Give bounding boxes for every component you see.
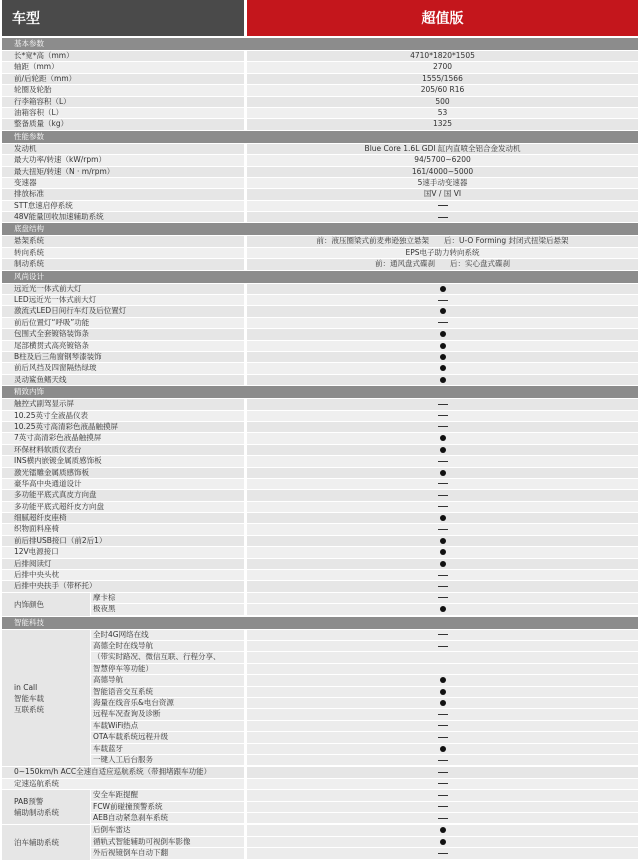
spec-label: 灵动鲨鱼鳍天线	[2, 375, 244, 385]
included-dot-icon	[440, 827, 446, 833]
spec-value	[247, 524, 638, 534]
group-label	[2, 825, 90, 859]
spec-label: LED远近光一体式前大灯	[2, 295, 244, 305]
spec-label: 细腻超纤皮座椅	[2, 513, 244, 523]
spec-value: 前：液压圈梁式前麦弗逊独立悬架 后：U-O Forming 封闭式扭梁后悬架	[247, 236, 638, 246]
spec-label: INS横内嵌镀金属质感饰板	[2, 456, 244, 466]
included-dot-icon	[440, 286, 446, 292]
not-available-dash-icon	[438, 217, 448, 218]
spec-row	[2, 62, 638, 72]
spec-value: 94/5700~6200	[247, 155, 638, 165]
group-items	[90, 790, 638, 824]
spec-label: 多功能平底式超纤皮方向盘	[2, 502, 244, 512]
spec-row	[2, 167, 638, 177]
section-header: 底盘结构	[2, 223, 638, 235]
included-dot-icon	[440, 354, 446, 360]
spec-row	[2, 236, 638, 246]
included-dot-icon	[440, 331, 446, 337]
spec-row	[2, 201, 638, 211]
group-item-row	[91, 802, 638, 813]
included-dot-icon	[440, 561, 446, 567]
spec-row	[2, 767, 638, 777]
group-item-row	[91, 593, 638, 604]
spec-row	[2, 513, 638, 523]
spec-label: 转向系统	[2, 248, 244, 258]
included-dot-icon	[440, 549, 446, 555]
spec-row	[2, 479, 638, 489]
spec-label: 变速器	[2, 178, 244, 188]
spec-label: B柱及后三角窗钢琴漆装饰	[2, 352, 244, 362]
group-items	[90, 630, 638, 767]
spec-row	[2, 284, 638, 294]
included-dot-icon	[440, 606, 446, 612]
not-available-dash-icon	[438, 737, 448, 738]
section-header: 风尚设计	[2, 271, 638, 283]
spec-row	[2, 155, 638, 165]
group-item-row	[91, 664, 638, 675]
not-available-dash-icon	[438, 783, 448, 784]
group-item-row	[91, 652, 638, 663]
group-item-row	[91, 698, 638, 709]
spec-value: EPS电子助力转向系统	[247, 248, 638, 258]
group-item-value	[247, 630, 638, 640]
spec-value	[247, 352, 638, 362]
not-available-dash-icon	[438, 415, 448, 416]
spec-row	[2, 433, 638, 443]
included-dot-icon	[440, 677, 446, 683]
spec-row	[2, 97, 638, 107]
group-label	[2, 630, 90, 767]
included-dot-icon	[440, 700, 446, 706]
spec-value	[247, 445, 638, 455]
not-available-dash-icon	[438, 300, 448, 301]
spec-value: Blue Core 1.6L GDI 缸内直喷全铝合金发动机	[247, 144, 638, 154]
spec-row	[2, 108, 638, 118]
spec-label: 最大功率/转速（kW/rpm）	[2, 155, 244, 165]
not-available-dash-icon	[438, 461, 448, 462]
group-items	[90, 825, 638, 859]
group-label-line: 辅助制动系统	[14, 808, 59, 818]
spec-value	[247, 468, 638, 478]
group-label	[2, 593, 90, 616]
group-item-label: 后倒车雷达	[91, 825, 244, 835]
not-available-dash-icon	[438, 586, 448, 587]
group-item-label: 智慧停车等功能）	[91, 664, 244, 674]
spec-value: 53	[247, 108, 638, 118]
group-label-line: 智能车载	[14, 693, 44, 703]
spec-label: 制动系统	[2, 259, 244, 269]
spec-value	[247, 570, 638, 580]
group-item-value	[247, 687, 638, 697]
spec-label: 48V能量回收加速辅助系统	[2, 212, 244, 222]
not-available-dash-icon	[438, 597, 448, 598]
group-item-row	[91, 675, 638, 686]
not-available-dash-icon	[438, 426, 448, 427]
not-available-dash-icon	[438, 483, 448, 484]
spec-label: 尾部横贯式高亮镀铬条	[2, 341, 244, 351]
spec-label: 0~150km/h ACC全速自适应巡航系统（带拥堵跟车功能）	[2, 767, 244, 777]
spec-row	[2, 547, 638, 557]
included-dot-icon	[440, 470, 446, 476]
group-item-value	[247, 755, 638, 765]
spec-label: 10.25英寸高清彩色液晶触摸屏	[2, 422, 244, 432]
not-available-dash-icon	[438, 495, 448, 496]
not-available-dash-icon	[438, 646, 448, 647]
spec-label: 最大扭矩/转速（N · m/rpm）	[2, 167, 244, 177]
spec-value	[247, 456, 638, 466]
group-item-value	[247, 721, 638, 731]
included-dot-icon	[440, 343, 446, 349]
spec-value: 161/4000~5000	[247, 167, 638, 177]
spec-value	[247, 329, 638, 339]
spec-row	[2, 51, 638, 61]
group-item-label: 极夜黑	[91, 604, 244, 614]
spec-row	[2, 559, 638, 569]
spec-label: 环保材料软质仪表台	[2, 445, 244, 455]
spec-value	[247, 422, 638, 432]
spec-row	[2, 524, 638, 534]
spec-label: 激光镭雕金属质感饰板	[2, 468, 244, 478]
group-item-label: 海量在线音乐&电台资源	[91, 698, 244, 708]
not-available-dash-icon	[438, 714, 448, 715]
not-available-dash-icon	[438, 205, 448, 206]
spec-group	[2, 825, 638, 859]
included-dot-icon	[440, 839, 446, 845]
spec-value: 2700	[247, 62, 638, 72]
spec-label: 排放标准	[2, 189, 244, 199]
included-dot-icon	[440, 377, 446, 383]
spec-value	[247, 411, 638, 421]
group-item-value	[247, 709, 638, 719]
spec-row	[2, 341, 638, 351]
group-item-value	[247, 744, 638, 754]
spec-row	[2, 212, 638, 222]
spec-row	[2, 411, 638, 421]
not-available-dash-icon	[438, 404, 448, 405]
group-item-value	[247, 652, 638, 662]
not-available-dash-icon	[438, 725, 448, 726]
header-model-label: 车型	[2, 0, 244, 36]
group-item-label: 车载WiFi热点	[91, 721, 244, 731]
spec-label: 定速巡航系统	[2, 779, 244, 789]
group-items	[90, 593, 638, 616]
not-available-dash-icon	[438, 795, 448, 796]
spec-row	[2, 536, 638, 546]
spec-value: 500	[247, 97, 638, 107]
spec-label: 前后位置灯“呼吸”功能	[2, 318, 244, 328]
group-item-label: 摩卡棕	[91, 593, 244, 603]
not-available-dash-icon	[438, 634, 448, 635]
spec-value	[247, 212, 638, 222]
spec-label: STT怠速启停系统	[2, 201, 244, 211]
spec-value	[247, 433, 638, 443]
group-item-value	[247, 698, 638, 708]
group-item-label: 循轨式智能辅助可视倒车影像	[91, 837, 244, 847]
spec-label: 7英寸高清彩色液晶触摸屏	[2, 433, 244, 443]
spec-label: 10.25英寸全液晶仪表	[2, 411, 244, 421]
spec-value	[247, 479, 638, 489]
group-item-label: OTA车载系统远程升级	[91, 732, 244, 742]
header-trim-label: 超值版	[247, 0, 638, 36]
spec-label: 多功能平底式真皮方向盘	[2, 490, 244, 500]
spec-row	[2, 363, 638, 373]
spec-row	[2, 85, 638, 95]
group-item-value	[247, 802, 638, 812]
section-header: 精致内饰	[2, 386, 638, 398]
spec-label: 后排中央扶手（带杯托）	[2, 581, 244, 591]
group-item-label: FCW前碰撞预警系统	[91, 802, 244, 812]
group-label-line: 互联系统	[14, 704, 44, 714]
group-item-label: 车载蓝牙	[91, 744, 244, 754]
included-dot-icon	[440, 435, 446, 441]
spec-table-body	[2, 38, 638, 860]
spec-row	[2, 248, 638, 258]
spec-group	[2, 593, 638, 616]
spec-value	[247, 767, 638, 777]
group-item-value	[247, 593, 638, 603]
included-dot-icon	[440, 538, 446, 544]
spec-value	[247, 547, 638, 557]
spec-value: 1555/1566	[247, 74, 638, 84]
group-label	[2, 790, 90, 824]
spec-value	[247, 513, 638, 523]
spec-value	[247, 536, 638, 546]
section-header: 性能参数	[2, 131, 638, 143]
spec-value	[247, 375, 638, 385]
spec-row	[2, 259, 638, 269]
group-item-label: AEB自动紧急刹车系统	[91, 813, 244, 823]
not-available-dash-icon	[438, 760, 448, 761]
group-item-row	[91, 755, 638, 766]
spec-label: 激流式LED日间行车灯及后位置灯	[2, 306, 244, 316]
group-item-row	[91, 790, 638, 801]
included-dot-icon	[440, 515, 446, 521]
group-item-row	[91, 721, 638, 732]
group-item-label: 一键人工后台服务	[91, 755, 244, 765]
not-available-dash-icon	[438, 322, 448, 323]
spec-label: 行李箱容积（L）	[2, 97, 244, 107]
spec-row	[2, 581, 638, 591]
not-available-dash-icon	[438, 529, 448, 530]
group-item-label: 外后视镜倒车自动下翻	[91, 848, 244, 858]
spec-label: 豪华高中央通道设计	[2, 479, 244, 489]
not-available-dash-icon	[438, 806, 448, 807]
spec-label: 触控式副驾显示屏	[2, 399, 244, 409]
spec-label: 整备质量（kg）	[2, 119, 244, 129]
group-item-label: 智能语音交互系统	[91, 687, 244, 697]
spec-value	[247, 284, 638, 294]
spec-label: 12V电源接口	[2, 547, 244, 557]
spec-label: 发动机	[2, 144, 244, 154]
group-item-label: 高德导航	[91, 675, 244, 685]
spec-row	[2, 399, 638, 409]
spec-row	[2, 295, 638, 305]
spec-value	[247, 490, 638, 500]
spec-label: 后排中央头枕	[2, 570, 244, 580]
spec-row	[2, 502, 638, 512]
spec-value: 1325	[247, 119, 638, 129]
not-available-dash-icon	[438, 772, 448, 773]
spec-value	[247, 295, 638, 305]
group-item-value	[247, 732, 638, 742]
spec-label: 前后排USB接口（前2后1）	[2, 536, 244, 546]
spec-value	[247, 201, 638, 211]
not-available-dash-icon	[438, 818, 448, 819]
group-item-value	[247, 837, 638, 847]
spec-label: 长*宽*高（mm）	[2, 51, 244, 61]
spec-row	[2, 189, 638, 199]
group-item-row	[91, 744, 638, 755]
section-header: 基本参数	[2, 38, 638, 50]
group-item-value	[247, 848, 638, 858]
group-item-row	[91, 837, 638, 848]
included-dot-icon	[440, 746, 446, 752]
spec-group	[2, 790, 638, 824]
group-item-row	[91, 687, 638, 698]
spec-value: 205/60 R16	[247, 85, 638, 95]
spec-row	[2, 178, 638, 188]
group-item-row	[91, 825, 638, 836]
spec-value	[247, 502, 638, 512]
spec-value	[247, 363, 638, 373]
included-dot-icon	[440, 689, 446, 695]
spec-row	[2, 779, 638, 789]
spec-label: 织物面料座椅	[2, 524, 244, 534]
not-available-dash-icon	[438, 506, 448, 507]
group-item-label: 安全车距提醒	[91, 790, 244, 800]
group-label-line: in Call	[14, 682, 38, 692]
spec-row	[2, 490, 638, 500]
not-available-dash-icon	[438, 575, 448, 576]
spec-row	[2, 375, 638, 385]
spec-label: 轴距（mm）	[2, 62, 244, 72]
spec-row	[2, 318, 638, 328]
included-dot-icon	[440, 365, 446, 371]
group-item-label: （带实时路况、微信互联、行程分享、	[91, 652, 244, 662]
spec-row	[2, 119, 638, 129]
spec-value	[247, 581, 638, 591]
group-item-value	[247, 813, 638, 823]
group-item-row	[91, 813, 638, 824]
spec-label: 后排阅读灯	[2, 559, 244, 569]
section-header: 智能科技	[2, 617, 638, 629]
group-item-value	[247, 675, 638, 685]
group-label-line: 内饰颜色	[14, 599, 44, 609]
group-label-line: PAB预警	[14, 797, 44, 807]
spec-row	[2, 445, 638, 455]
spec-row	[2, 306, 638, 316]
spec-value: 5速手动变速器	[247, 178, 638, 188]
table-header	[2, 0, 638, 36]
spec-row	[2, 570, 638, 580]
group-item-value	[247, 664, 638, 674]
spec-row	[2, 422, 638, 432]
spec-label: 前后风挡及四窗隔热绿玻	[2, 363, 244, 373]
group-item-row	[91, 709, 638, 720]
spec-value: 前：通风盘式碟刹 后：实心盘式碟刹	[247, 259, 638, 269]
spec-group	[2, 630, 638, 767]
group-item-label: 远程车况查询及诊断	[91, 709, 244, 719]
spec-label: 油箱容积（L）	[2, 108, 244, 118]
spec-value	[247, 318, 638, 328]
group-item-row	[91, 848, 638, 859]
group-label-line: 泊车辅助系统	[14, 838, 59, 848]
spec-value	[247, 341, 638, 351]
group-item-row	[91, 732, 638, 743]
group-item-row	[91, 641, 638, 652]
group-item-value	[247, 641, 638, 651]
included-dot-icon	[440, 447, 446, 453]
spec-value	[247, 306, 638, 316]
group-item-label: 全时4G网络在线	[91, 630, 244, 640]
spec-row	[2, 329, 638, 339]
spec-value: 国V / 国 VI	[247, 189, 638, 199]
spec-value: 4710*1820*1505	[247, 51, 638, 61]
spec-value	[247, 399, 638, 409]
spec-row	[2, 352, 638, 362]
group-item-value	[247, 790, 638, 800]
spec-row	[2, 456, 638, 466]
group-item-label: 高德全时在线导航	[91, 641, 244, 651]
spec-label: 悬架系统	[2, 236, 244, 246]
group-item-value	[247, 604, 638, 614]
spec-label: 轮圈及轮胎	[2, 85, 244, 95]
spec-value	[247, 779, 638, 789]
group-item-value	[247, 825, 638, 835]
spec-row	[2, 468, 638, 478]
included-dot-icon	[440, 308, 446, 314]
spec-row	[2, 74, 638, 84]
spec-row	[2, 144, 638, 154]
group-item-row	[91, 604, 638, 615]
group-item-row	[91, 630, 638, 641]
not-available-dash-icon	[438, 853, 448, 854]
spec-value	[247, 559, 638, 569]
spec-label: 前/后轮距（mm）	[2, 74, 244, 84]
spec-label: 远近光一体式前大灯	[2, 284, 244, 294]
spec-label: 包围式全套镀铬装饰条	[2, 329, 244, 339]
